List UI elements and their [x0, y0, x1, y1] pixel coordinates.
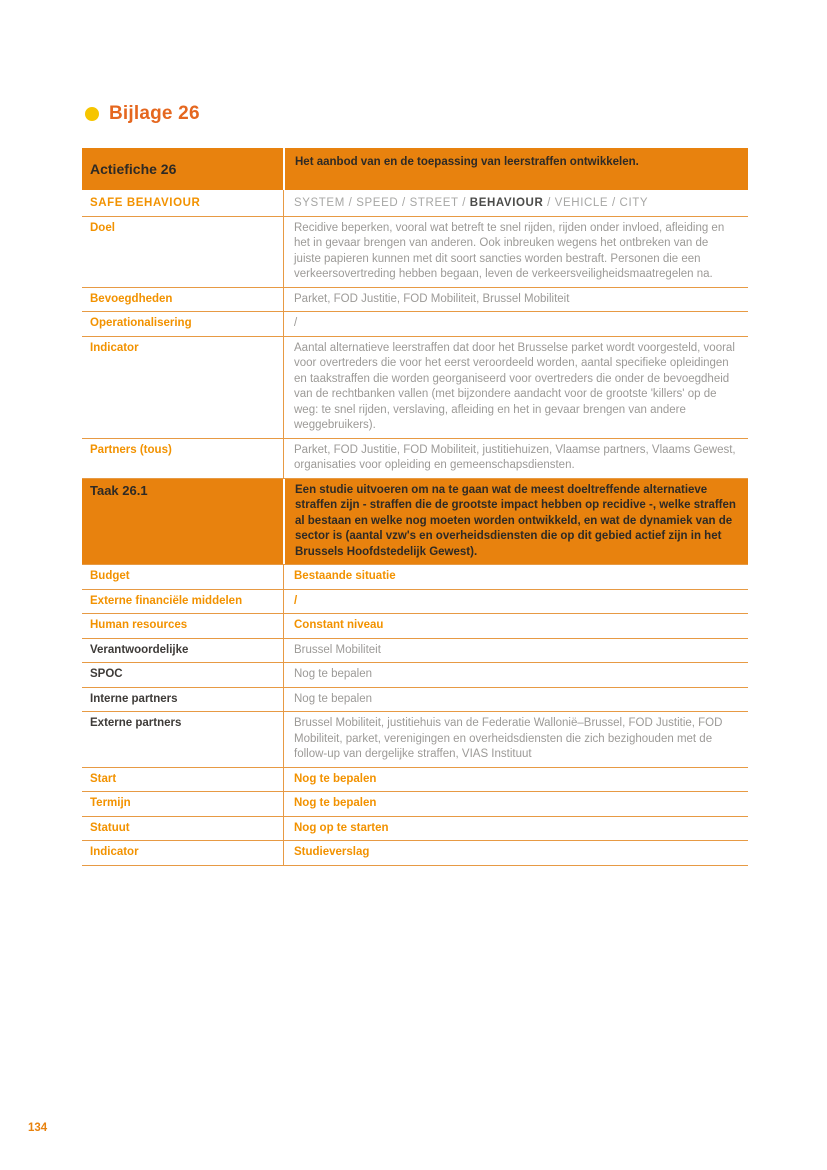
- table-row: [82, 688, 748, 713]
- section-title: [85, 103, 200, 125]
- row-label-cell: [82, 590, 283, 614]
- table-row: [82, 565, 748, 590]
- table-row: [82, 312, 748, 337]
- row-label-cell: [82, 792, 283, 816]
- safe-category-label: SAFE BEHAVIOUR: [90, 197, 201, 209]
- row-value: Nog te bepalen: [294, 692, 373, 705]
- row-value: /: [294, 317, 298, 329]
- table-header-label-cell: [82, 148, 283, 190]
- row-value-cell: [283, 841, 748, 865]
- row-value: Nog te bepalen: [294, 668, 373, 680]
- row-value-cell: [283, 768, 748, 792]
- row-label-cell: [82, 639, 283, 663]
- row-value-cell: [283, 439, 748, 478]
- row-value: Nog op te starten: [294, 821, 389, 834]
- row-label: Indicator: [90, 846, 139, 858]
- table-row: [82, 217, 748, 288]
- categories-label-cell: [82, 190, 283, 216]
- bullet-circle-icon: [85, 107, 99, 121]
- row-value: Parket, FOD Justitie, FOD Mobiliteit, justitiehuizen, Vlaamse partners, Vlaams Gewest, organisaties voor opleiding en gemeenschapsdiensten.: [294, 443, 736, 471]
- row-value-cell: [283, 217, 748, 287]
- actiefiche-number: Actiefiche 26: [90, 160, 177, 177]
- row-label: SPOC: [90, 668, 123, 680]
- row-value: Nog te bepalen: [294, 772, 377, 785]
- row-label: Bevoegdheden: [90, 292, 173, 305]
- table-row: [82, 663, 748, 688]
- row-label: Taak 26.1: [90, 482, 148, 498]
- table-header-value-cell: [283, 148, 748, 190]
- row-value-cell: [283, 337, 748, 438]
- row-value-cell: [283, 817, 748, 841]
- row-label-cell: [82, 439, 283, 478]
- row-label-cell: [82, 688, 283, 712]
- table-row: [82, 288, 748, 313]
- row-value-cell: [283, 792, 748, 816]
- categories-value-cell: [283, 190, 748, 216]
- table-row: [82, 337, 748, 439]
- row-label-cell: [82, 565, 283, 589]
- row-label-cell: [82, 768, 283, 792]
- row-label: Termijn: [90, 797, 131, 809]
- row-value-cell: [283, 479, 748, 565]
- row-value-cell: [283, 312, 748, 336]
- row-label-cell: [82, 841, 283, 865]
- categories-active: BEHAVIOUR: [469, 197, 544, 209]
- row-value: Constant niveau: [294, 619, 384, 631]
- row-value: Recidive beperken, vooral wat betreft te snel rijden, rijden onder invloed, afleiding en het in gevaar brengen van anderen. Ook inbreuken wegens het ontbreken van de juiste papieren kunnen met dit soort sancties worden bestraft. Personen die een verkeersovertreding hebben begaan, leven de verkeersveiligheidsmaatregelen na.: [294, 221, 725, 280]
- row-label: Operationalisering: [90, 317, 192, 329]
- row-value-cell: [283, 565, 748, 589]
- row-value: Parket, FOD Justitie, FOD Mobiliteit, Brussel Mobiliteit: [294, 292, 570, 305]
- row-label: Budget: [90, 570, 130, 582]
- row-label-cell: [82, 817, 283, 841]
- task-row: [82, 479, 748, 566]
- row-label-cell: [82, 217, 283, 287]
- table-row: [82, 792, 748, 817]
- actiefiche-description: Het aanbod van en de toepassing van leerstraffen ontwikkelen.: [295, 156, 639, 168]
- categories-row: [82, 190, 748, 217]
- row-label: Externe partners: [90, 717, 182, 729]
- row-label-cell: [82, 663, 283, 687]
- row-label: Externe financiële middelen: [90, 594, 243, 607]
- row-label-cell: [82, 312, 283, 336]
- row-value-cell: [283, 663, 748, 687]
- row-label-cell: [82, 614, 283, 638]
- row-value: Studieverslag: [294, 846, 370, 858]
- row-value: Brussel Mobiliteit: [294, 643, 381, 656]
- table-row: [82, 712, 748, 768]
- page-title: Bijlage 26: [109, 103, 200, 124]
- categories-after: / VEHICLE / CITY: [543, 197, 649, 209]
- table-row: [82, 817, 748, 842]
- row-value: Aantal alternatieve leerstraffen dat door het Brusselse parket wordt voorgesteld, vooral voor overtreders die voor het eerst veroordeeld worden, aantal specifieke opleidingen en taakstraffen die worden georganiseerd voor overtreders die onder de bevoegdheid van de rechtbanken vallen (met bijzondere aandacht voor de grootste 'killers' op de weg: te snel rijden, verslaving, afleiding en het in gevaar brengen van andere weggebruikers).: [294, 341, 735, 431]
- row-label: Doel: [90, 221, 115, 234]
- categories-before: SYSTEM / SPEED / STREET /: [294, 197, 470, 209]
- row-value-cell: [283, 639, 748, 663]
- row-label: Verantwoordelijke: [90, 643, 189, 656]
- row-label: Interne partners: [90, 692, 178, 705]
- row-label: Statuut: [90, 821, 130, 834]
- table-row: [82, 768, 748, 793]
- row-value-cell: [283, 288, 748, 312]
- row-label: Indicator: [90, 341, 139, 354]
- row-value-cell: [283, 712, 748, 767]
- row-label: Start: [90, 772, 117, 785]
- row-label-cell: [82, 337, 283, 438]
- row-value: Bestaande situatie: [294, 570, 396, 582]
- row-value: Nog te bepalen: [294, 797, 377, 809]
- row-value: Een studie uitvoeren om na te gaan wat de meest doeltreffende alternatieve straffen zijn - straffen die de grootste impact hebben op recidive -, welke straffen al bestaan en welke nog moeten worden ontwikkeld, en wat de dynamiek van de sector is (aantal vzw's en overheidsdiensten die op dit gebied actief zijn in het Brussels Hoofdstedelijk Gewest).: [295, 483, 736, 558]
- row-label-cell: [82, 288, 283, 312]
- row-label: Partners (tous): [90, 443, 172, 456]
- page-number: 134: [28, 1122, 48, 1134]
- row-label: Human resources: [90, 619, 188, 631]
- table-row: [82, 841, 748, 866]
- table-row: [82, 439, 748, 479]
- table-header-row: [82, 148, 748, 190]
- row-value: /: [294, 594, 298, 607]
- table-row: [82, 614, 748, 639]
- table-body: [82, 217, 748, 866]
- row-label-cell: [82, 712, 283, 767]
- table-row: [82, 639, 748, 664]
- row-label-cell: [82, 479, 283, 565]
- row-value: Brussel Mobiliteit, justitiehuis van de Federatie Wallonië–Brussel, FOD Justitie, FOD Mobiliteit, parket, verenigingen en overheidsdiensten die zich bezighouden met de follow-up van dergelijke straffen, VIAS Instituut: [294, 717, 723, 760]
- actiefiche-table: [82, 148, 748, 866]
- table-row: [82, 590, 748, 615]
- row-value-cell: [283, 688, 748, 712]
- row-value-cell: [283, 614, 748, 638]
- row-value-cell: [283, 590, 748, 614]
